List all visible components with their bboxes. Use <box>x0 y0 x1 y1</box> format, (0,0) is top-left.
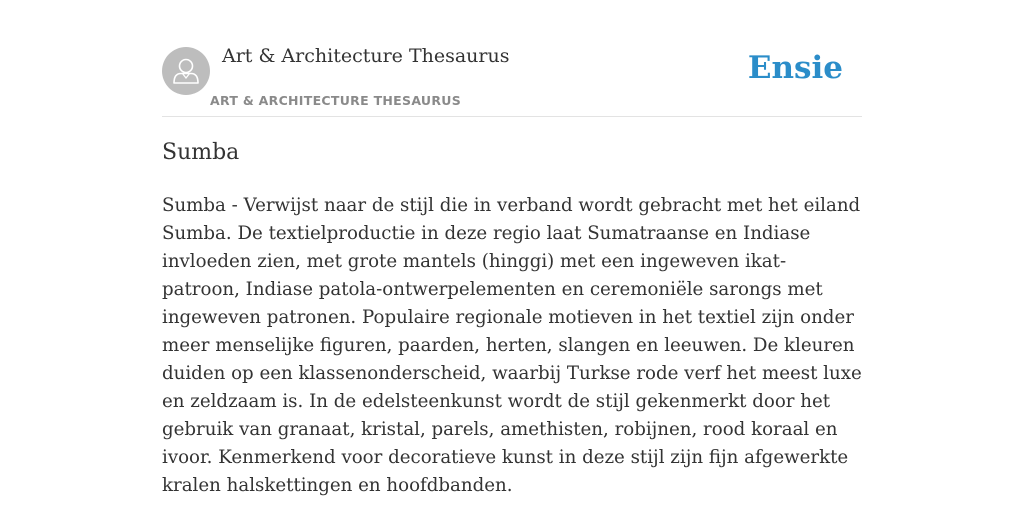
source-title[interactable]: Art & Architecture Thesaurus <box>222 45 510 67</box>
definition-text: Sumba - Verwijst naar de stijl die in verband wordt gebracht met het eiland Sumba. De textielproductie in deze regio laat Sumatraanse en Indiase invloeden zien, met grote mantels (hinggi) met een ingeweven ikat-patroon, Indiase patola-ontwerpelementen en ceremoniële sarongs met ingeweven patronen. Populaire regionale motieven in het textiel zijn onder meer menselijke figuren, paarden, herten, slangen en leeuwen. De kleuren duiden op een klassenonderscheid, waarbij Turkse rode verf het meest luxe en zeldzaam is. In de edelsteenkunst wordt de stijl gekenmerkt door het gebruik van granaat, kristal, parels, amethisten, robijnen, rood koraal en ivoor. Kenmerkend voor decoratieve kunst in deze stijl zijn fijn afgewerkte kralen halskettingen en hoofdbanden. <box>162 195 862 496</box>
brand-logo[interactable]: Ensie <box>747 50 843 86</box>
user-icon <box>162 47 210 95</box>
avatar[interactable] <box>162 47 210 95</box>
source-subtitle[interactable]: ART & ARCHITECTURE THESAURUS <box>210 93 462 108</box>
header <box>162 0 862 117</box>
term-title: Sumba <box>162 140 240 165</box>
